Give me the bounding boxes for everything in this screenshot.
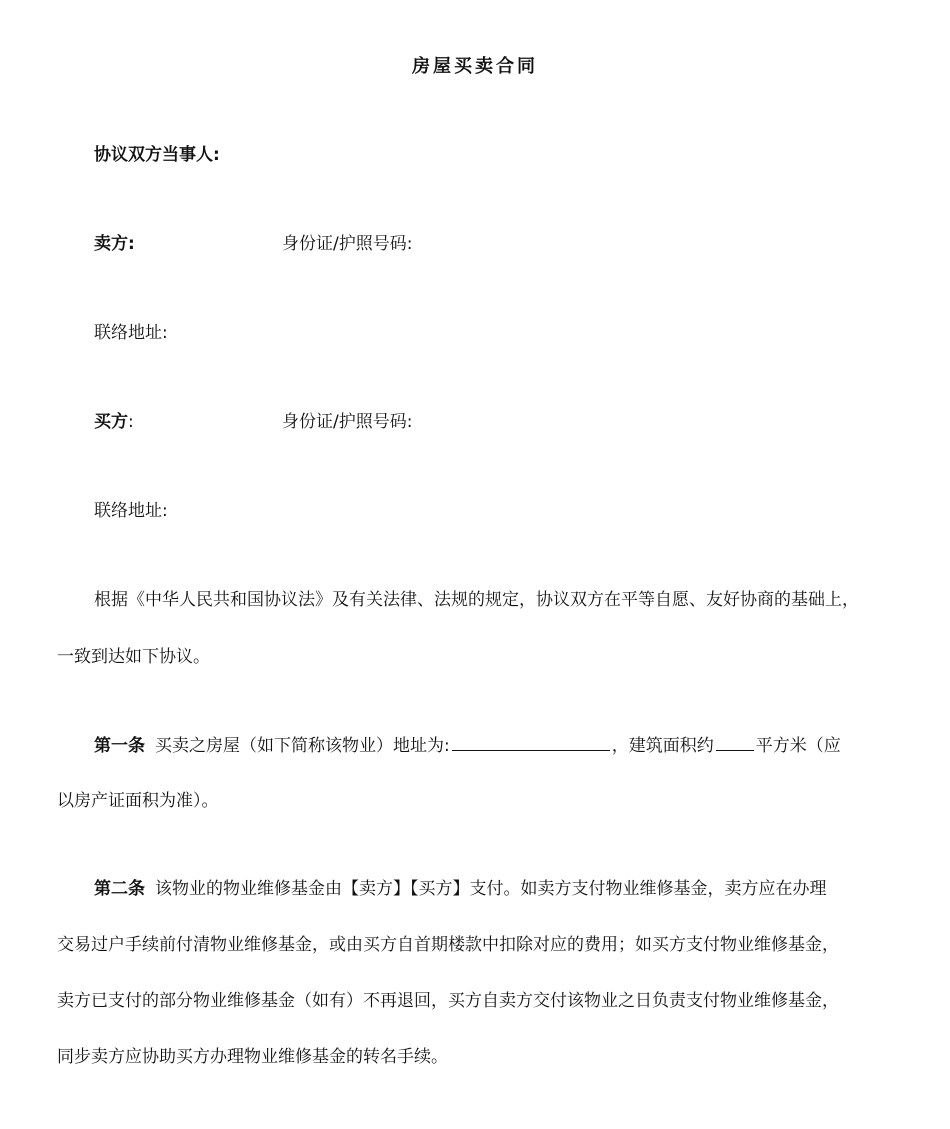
- preamble-line-2: 一致到达如下协议。: [57, 647, 210, 667]
- article1-line-2: 以房产证面积为准）。: [57, 791, 219, 811]
- article2-line-1: [94, 877, 827, 901]
- article2-line-4: 同步卖方应协助买方办理物业维修基金的转名手续。: [57, 1047, 448, 1067]
- buyer-id-label: 身份证/护照号码:: [282, 412, 413, 432]
- area-blank: [716, 732, 754, 751]
- article1-text-a: 买卖之房屋（如下简称该物业）地址为:: [155, 736, 450, 756]
- seller-label: 卖方:: [94, 234, 135, 254]
- address-blank: [452, 732, 610, 751]
- buyer-label-colon: :: [128, 412, 134, 432]
- buyer-address-label: 联络地址:: [94, 501, 168, 521]
- article1-text-b: ，建筑面积约: [611, 736, 714, 756]
- buyer-label-line: [94, 410, 134, 434]
- seller-id-label: 身份证/护照号码:: [282, 234, 413, 254]
- article2-line-2: 交易过户手续前付清物业维修基金，或由买方自首期楼款中扣除对应的费用；如买方支付物业维修基金，: [57, 935, 839, 955]
- document-title: 房屋买卖合同: [412, 56, 538, 77]
- seller-address-label: 联络地址:: [94, 323, 168, 343]
- article2-line-3: 卖方已支付的部分物业维修基金（如有）不再退回，买方自卖方交付该物业之日负责支付物业维修基金，: [57, 991, 839, 1011]
- article1-heading: 第一条: [94, 736, 145, 756]
- article2-text-1: 该物业的物业维修基金由【卖方】【买方】支付。如卖方支付物业维修基金，卖方应在办理: [155, 879, 827, 899]
- article1-line-1: [94, 732, 841, 758]
- article2-heading: 第二条: [94, 879, 145, 899]
- parties-heading: 协议双方当事人:: [94, 145, 220, 165]
- article1-text-c: 平方米（应: [755, 736, 841, 756]
- buyer-label: 买方: [94, 412, 128, 432]
- preamble-line-1: 根据《中华人民共和国协议法》及有关法律、法规的规定，协议双方在平等自愿、友好协商的基础上，: [94, 590, 859, 610]
